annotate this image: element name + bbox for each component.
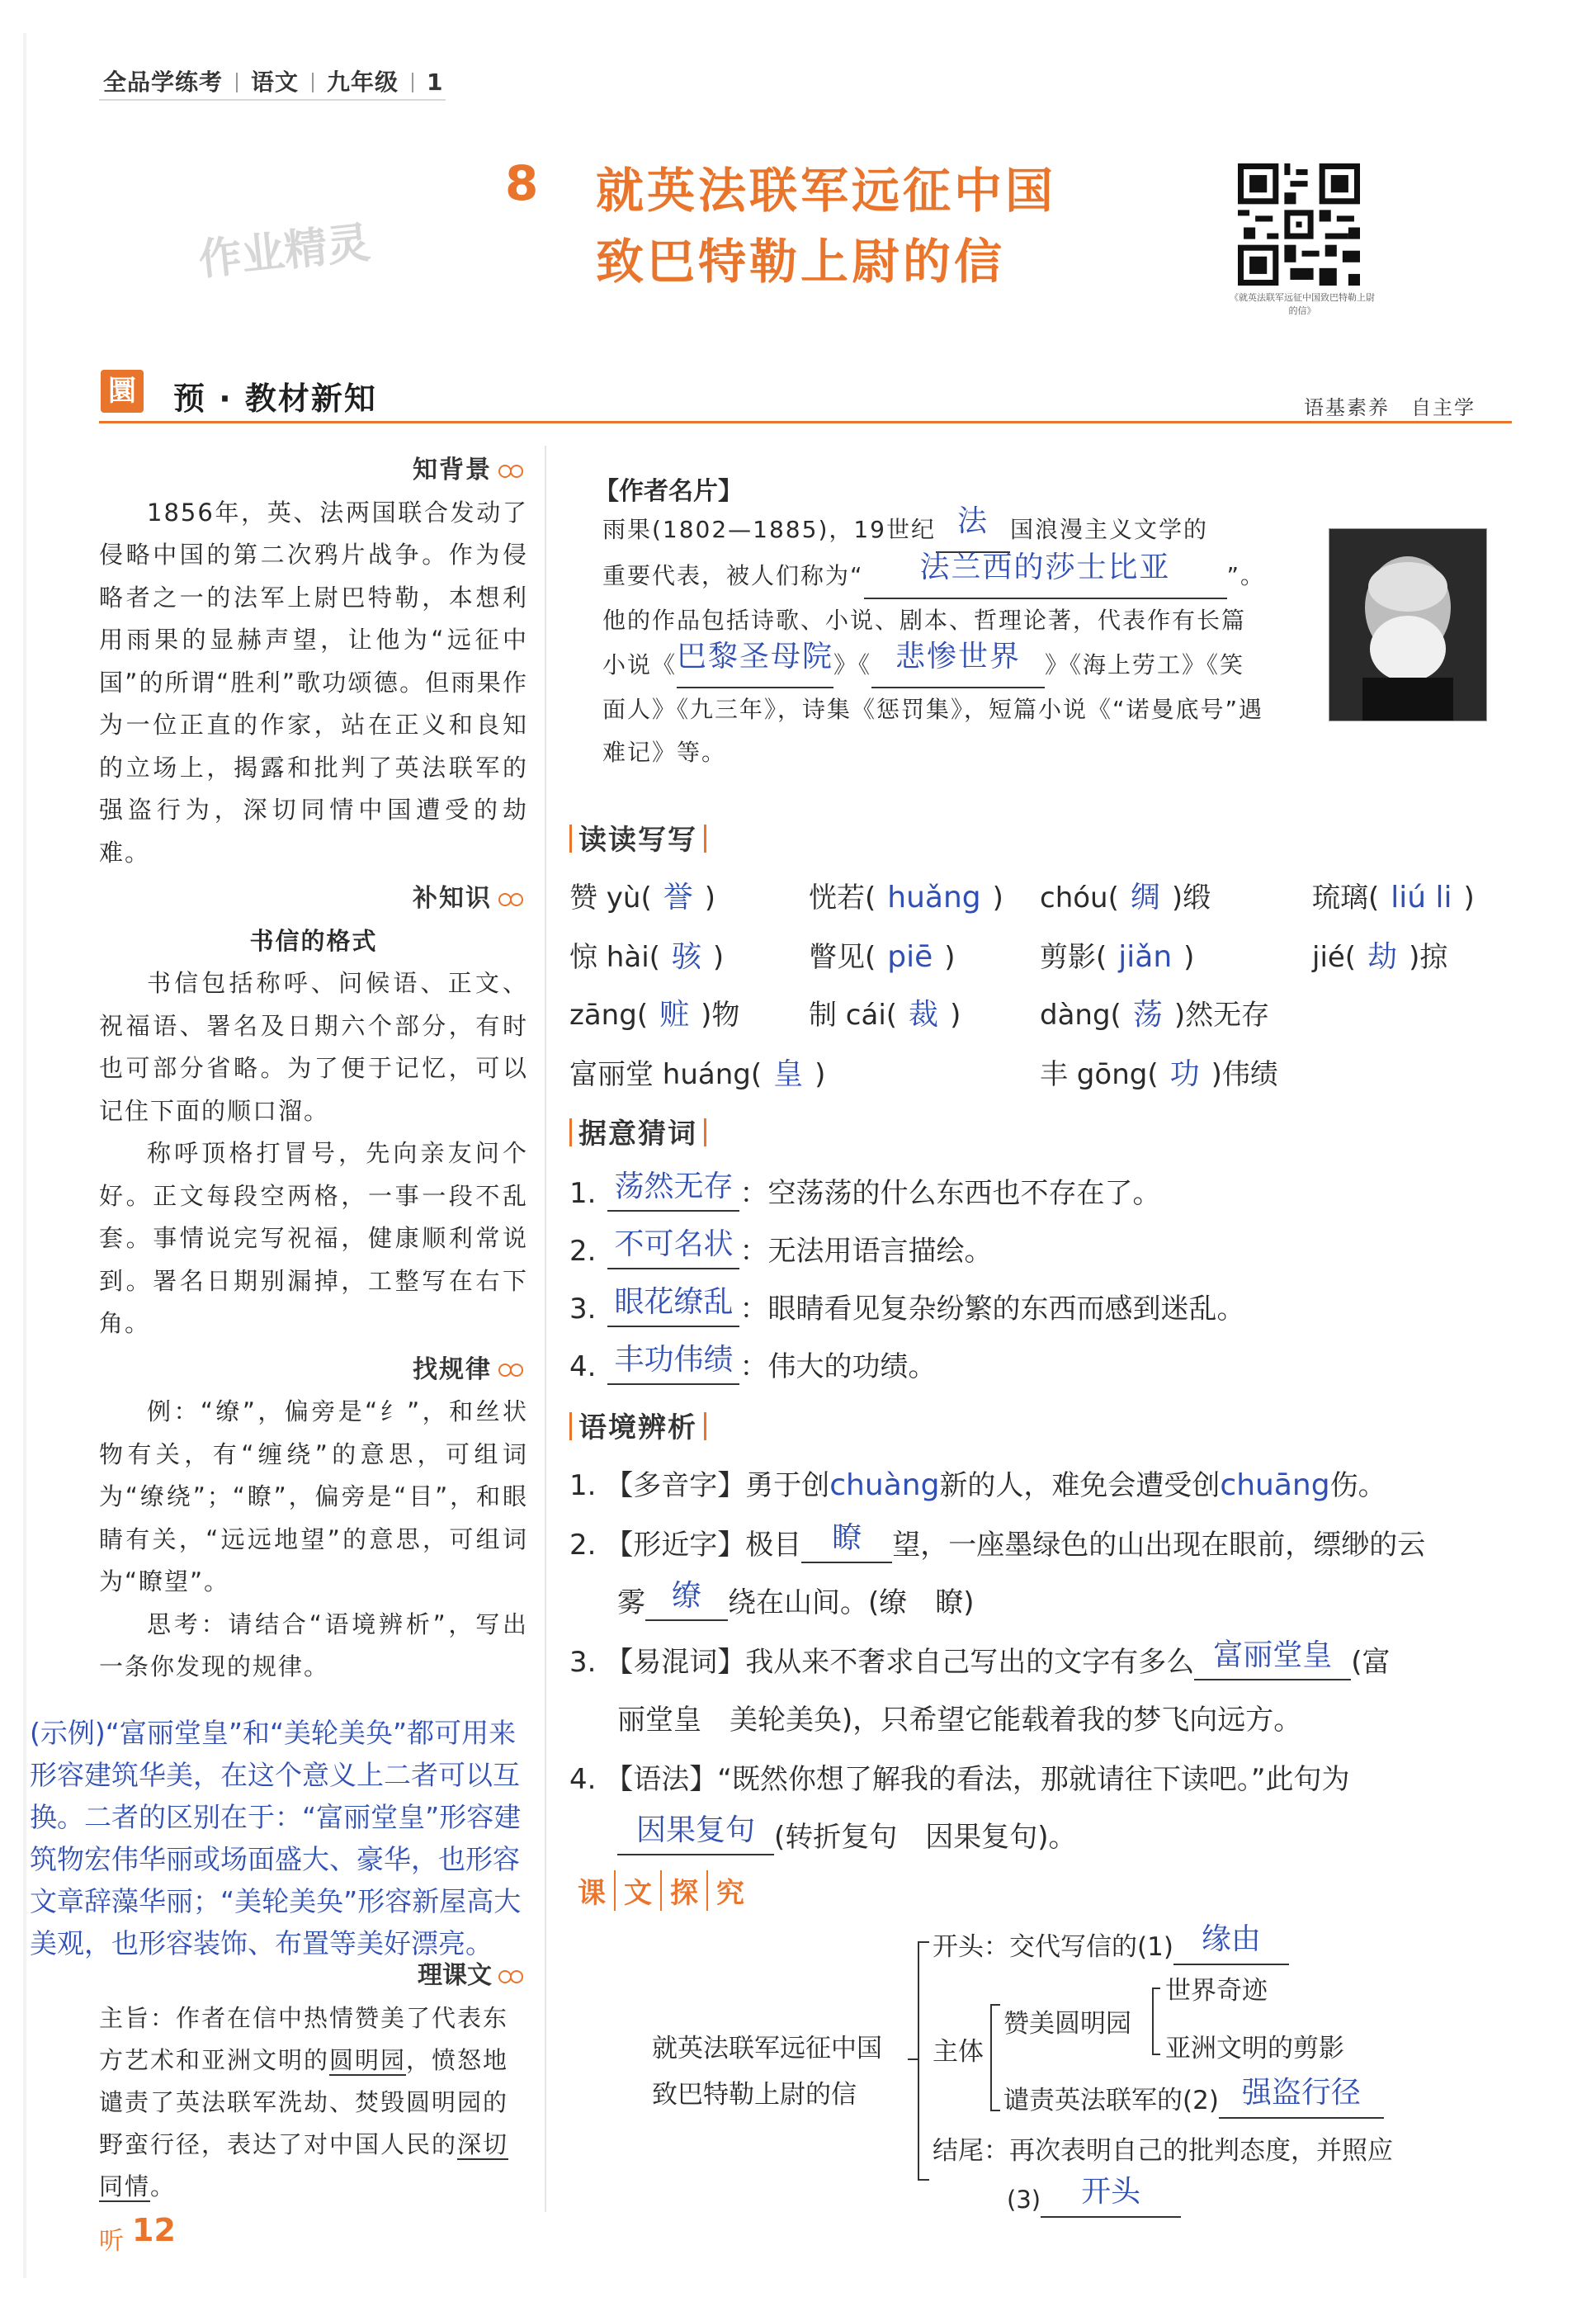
read-write-answer: liú li	[1391, 881, 1452, 915]
rings-icon	[495, 892, 528, 907]
section-subtitle: 语基素养 自主学	[1304, 396, 1476, 419]
sidebar-head-text: 理课文	[99, 1954, 528, 1991]
grade: 九年级	[327, 69, 399, 96]
theme-blank-1: 圆明园	[329, 2046, 407, 2074]
section-title: 预 · 教材新知	[173, 380, 377, 417]
sidebar	[99, 446, 528, 1689]
q4-answer: 因果复句	[635, 1813, 755, 1847]
read-write-head: 读读写写	[569, 817, 706, 858]
q2-answer-1: 瞭	[832, 1521, 862, 1555]
read-write-item: zāng( 赃 )物	[569, 998, 740, 1032]
book-name: 全品学练考	[103, 69, 224, 96]
brace-body	[990, 2004, 992, 2111]
qr-code-icon[interactable]	[1238, 163, 1360, 286]
letter-format-title: 书信的格式	[249, 926, 378, 955]
guess-item: 3. 眼花缭乱 ：眼睛看见复杂纷繁的东西而感到迷乱。	[569, 1285, 1245, 1326]
letter-format-p1: 书信包括称呼、问候语、正文、祝福语、署名及日期六个部分，有时也可部分省略。为了便于记忆，可以记住下面的顺口溜。	[99, 969, 528, 1125]
tree-open: 开头：交代写信的(1) 缘由	[933, 1930, 1289, 1965]
page-edge-shadow	[23, 33, 26, 2278]
read-write-answer: 劫	[1367, 940, 1398, 974]
brace-praise	[1152, 1988, 1154, 2055]
guess-answer: 丰功伟绩	[614, 1343, 734, 1377]
tree-root: 就英法联军远征中国 致巴特勒上尉的信	[652, 2034, 882, 2110]
tree-answer-2: 强盗行径	[1241, 2076, 1361, 2110]
read-write-answer: 裁	[909, 998, 939, 1032]
blank-work2: 悲惨世界	[895, 640, 1022, 674]
read-write-answer: piē	[887, 940, 933, 974]
read-write-item: dàng( 荡 )然无存	[1040, 998, 1270, 1032]
read-write-item: 富丽堂 huáng( 皇 )	[569, 1057, 826, 1091]
volume: 1	[427, 69, 444, 96]
author-card-text: 雨果(1802—1885)，19世纪 法 国浪漫主义文学的 重要代表，被人们称为“ 法兰西的莎士比亚 ”。 他的作品包括诗歌、小说、剧本、哲理论著，代表作有长篇 小说《巴黎圣母院》《 悲惨世界 》《海上劳工》《笑 面人》《九三年》，诗集《惩罚集》，短篇小说《“诺曼底号”遇 难记》等。	[602, 504, 1266, 766]
read-write-item: 赞 yù( 誉 )	[569, 881, 716, 915]
running-header	[103, 64, 444, 97]
rings-icon	[495, 1969, 528, 1984]
lesson-title	[596, 155, 1056, 297]
q1-answer-2: chuāng	[1220, 1468, 1330, 1502]
tree-answer-3: 开头	[1081, 2175, 1141, 2209]
read-write-item: 制 cái( 裁 )	[809, 998, 961, 1032]
theme-text: 主旨：作者在信中热情赞美了代表东方艺术和亚洲文明的圆明园，愤怒地谴责了英法联军洗劫、焚毁圆明园的野蛮行径，表达了对中国人民的深切同情。	[99, 2004, 509, 2200]
context-q2-cont: 雾 缭 绕在山间。(缭 瞭)	[617, 1579, 975, 1619]
lesson-title-line2: 致巴特勒上尉的信	[596, 234, 1006, 290]
letter-format-p2: 称呼顶格打冒号，先向亲友问个好。正文每段空两格，一事一段不乱套。事情说完写祝福，健康顺利常说到。署名日期别漏掉，工整写在右下角。	[99, 1139, 528, 1337]
tree-condemn: 谴责英法联军的(2) 强盗行径	[1003, 2083, 1384, 2119]
read-write-answer: huǎng	[887, 881, 981, 915]
read-write-item: 丰 gōng( 功 )伟绩	[1040, 1057, 1278, 1091]
blank-country: 法	[956, 504, 989, 538]
author-card-title: 【作者名片】	[594, 477, 743, 506]
context-q4-cont: 因果复句 (转折复句 因果复句)。	[617, 1821, 1077, 1855]
sidebar-head-supplement: 补知识	[99, 877, 528, 920]
tree-body: 主体	[933, 2037, 984, 2067]
column-divider	[545, 446, 546, 2212]
read-write-item: 恍若( huǎng )	[809, 881, 1003, 915]
read-write-item: chóu( 绸 )缎	[1040, 881, 1211, 915]
context-q2: 2. 【形近字】极目 瞭 望，一座墨绿色的山出现在眼前，缥缈的云	[569, 1521, 1426, 1562]
read-write-item: 剪影( jiǎn )	[1040, 940, 1195, 974]
footer-label: 听	[99, 2227, 124, 2256]
lesson-number: 8	[505, 155, 539, 211]
read-write-answer: jiǎn	[1118, 940, 1173, 974]
guess-head: 据意猜词	[569, 1111, 706, 1151]
context-head: 语境辨析	[569, 1405, 706, 1445]
context-q4: 4. 【语法】“既然你想了解我的看法，那就请往下读吧。”此句为	[569, 1763, 1350, 1796]
sidebar-head-background: 知背景	[99, 449, 528, 492]
read-write-item: jié( 劫 )掠	[1312, 940, 1448, 974]
read-write-item: 瞥见( piē )	[809, 940, 956, 974]
tree-answer-1: 缘由	[1201, 1922, 1261, 1956]
rings-icon	[495, 1363, 528, 1378]
context-q3: 3. 【易混词】我从来不奢求自己写出的文字有多么 富丽堂皇 (富	[569, 1638, 1391, 1679]
read-write-item: 琉璃( liú li )	[1312, 881, 1475, 915]
tree-praise-1: 世界奇迹	[1165, 1976, 1268, 2006]
page-number: 12	[132, 2212, 176, 2248]
lesson-title-line1: 就英法联军远征中国	[596, 163, 1057, 219]
brace-main	[918, 1941, 919, 2181]
guess-item: 4. 丰功伟绩 ：伟大的功绩。	[569, 1343, 937, 1383]
explore-head: 课 文 探 究	[569, 1870, 753, 1911]
tree-praise-2: 亚洲文明的剪影	[1165, 2034, 1344, 2063]
read-write-answer: 荡	[1132, 998, 1163, 1032]
rule-question: 思考：请结合“语境辨析”，写出一条你发现的规律。	[99, 1609, 528, 1680]
theme-blank-2: 深切同情	[99, 2130, 509, 2200]
watermark: 作业精灵	[196, 218, 373, 286]
rule-example: 例：“缭”，偏旁是“纟”，和丝状物有关，有“缠绕”的意思，可组词为“缭绕”；“瞭”，偏旁是“目”，和眼睛有关，“远远地望”的意思，可组词为“瞭望”。	[99, 1397, 528, 1595]
subject: 语文	[251, 69, 300, 96]
section-icon: 圜	[101, 370, 144, 413]
context-q1: 1. 【多音字】勇于创chuàng新的人，难免会遭受创chuāng伤。	[569, 1468, 1386, 1502]
tree-praise: 赞美圆明园	[1003, 2009, 1131, 2039]
guess-answer: 不可名状	[614, 1227, 734, 1261]
background-text: 1856年，英、法两国联合发动了侵略中国的第二次鸦片战争。作为侵略者之一的法军上尉巴特勒，本想利用雨果的显赫声望，让他为“远征中国”的所谓“胜利”歌功颂德。但雨果作为一位正直的作家，站在正义和良知的立场上，揭露和批判了英法联军的强盗行为，深切同情中国遭受的劫难。	[99, 498, 528, 867]
tree-end: 结尾：再次表明自己的批判态度，并照应	[933, 2136, 1393, 2166]
qr-caption: 《就英法联军远征中国致巴特勒上尉的信》	[1230, 292, 1375, 316]
read-write-answer: 骇	[671, 940, 701, 974]
read-write-answer: 绸	[1130, 881, 1160, 915]
context-q3-cont: 丽堂皇 美轮美奂)，只希望它能载着我的梦飞向远方。	[617, 1704, 1302, 1737]
blank-title: 法兰西的莎士比亚	[919, 551, 1171, 584]
q3-answer: 富丽堂皇	[1213, 1638, 1333, 1672]
author-portrait	[1329, 528, 1487, 721]
header-rule	[99, 99, 446, 101]
q1-answer-1: chuàng	[829, 1468, 940, 1502]
read-write-item: 惊 hài( 骇 )	[569, 940, 725, 974]
read-write-answer: 功	[1169, 1057, 1200, 1091]
rule-answer: (示例)“富丽堂皇”和“美轮美奂”都可用来形容建筑华美，在这个意义上二者可以互换。二者的区别在于：“富丽堂皇”形容建筑物宏伟华丽或场面盛大、豪华，也形容文章辞藻华丽；“美轮美奂”形容新屋高大美观，也形容装饰、布置等美好漂亮。	[30, 1717, 522, 1959]
read-write-answer: 皇	[773, 1057, 804, 1091]
guess-answer: 眼花缭乱	[614, 1285, 734, 1319]
tree-end-blank: (3) 开头	[1007, 2182, 1181, 2218]
blank-work1: 巴黎圣母院	[677, 640, 834, 674]
guess-answer: 荡然无存	[614, 1170, 734, 1203]
guess-item: 2. 不可名状 ：无法用语言描绘。	[569, 1227, 993, 1268]
read-write-answer: 赃	[659, 998, 690, 1032]
sidebar-head-rule: 找规律	[99, 1349, 528, 1392]
q2-answer-2: 缭	[671, 1579, 701, 1613]
read-write-answer: 誉	[663, 881, 693, 915]
guess-item: 1. 荡然无存 ：空荡荡的什么东西也不存在了。	[569, 1170, 1161, 1210]
rings-icon	[495, 464, 528, 479]
section-rule	[99, 421, 1512, 423]
